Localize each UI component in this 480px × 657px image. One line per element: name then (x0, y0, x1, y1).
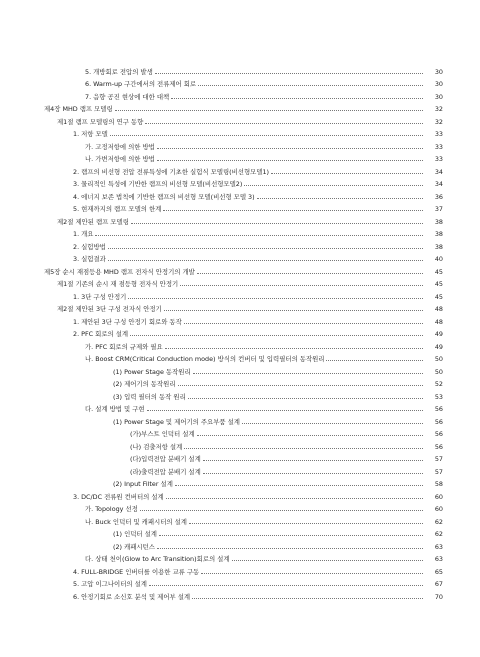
toc-entry[interactable] (0, 313, 480, 326)
toc-entry-page: 32 (434, 105, 443, 113)
toc-entry[interactable] (0, 563, 480, 576)
toc-entry-title: 6. Warm-up 구간에서의 전류제어 회로 (85, 80, 197, 88)
toc-entry-title: 다. 상태 천이(Glow to Arc Transition)회로의 설계 (85, 555, 230, 563)
dot-leader (171, 98, 423, 99)
toc-entry-page: 52 (434, 380, 443, 388)
toc-entry[interactable] (0, 551, 480, 564)
dot-leader (178, 385, 423, 386)
dot-leader (197, 273, 423, 274)
dot-leader (128, 298, 423, 299)
toc-entry[interactable] (0, 188, 480, 201)
toc-entry-page: 48 (434, 317, 443, 326)
dot-leader (157, 160, 423, 161)
dot-leader (110, 135, 423, 136)
dot-leader (140, 510, 423, 511)
toc-entry-title: (1) Power Stage 동작원리 (113, 367, 191, 376)
toc-entry-title: 가. Topology 선정 (85, 505, 138, 513)
toc-entry[interactable] (0, 501, 480, 514)
toc-entry-page: 56 (434, 417, 443, 426)
dot-leader (149, 585, 423, 586)
toc-entry-page: 49 (434, 330, 443, 338)
toc-entry[interactable] (0, 388, 480, 401)
dot-leader (159, 535, 423, 536)
toc-entry-page: 48 (434, 305, 443, 313)
dot-leader (164, 310, 423, 311)
toc-entry[interactable] (0, 226, 480, 239)
toc-entry[interactable] (0, 251, 480, 264)
toc-entry[interactable] (0, 176, 480, 189)
toc-entry-page: 50 (434, 367, 443, 376)
dot-leader (163, 210, 423, 211)
toc-entry-title: 다. 설계 방법 및 구현 (85, 405, 145, 413)
toc-entry[interactable] (0, 263, 480, 276)
toc-entry[interactable] (0, 351, 480, 364)
toc-entry[interactable] (0, 363, 480, 376)
dot-leader (257, 198, 423, 199)
toc-entry-page: 34 (434, 167, 443, 176)
toc-entry-page: 33 (434, 130, 443, 138)
toc-entry-page: 50 (434, 355, 443, 363)
toc-entry-page: 62 (434, 517, 443, 526)
toc-entry-page: 56 (434, 405, 443, 413)
toc-entry-page: 38 (434, 217, 443, 226)
toc-entry[interactable] (0, 201, 480, 214)
toc-entry-page: 57 (434, 467, 443, 476)
toc-entry-title: 제4장 MHD 램프 모델링 (44, 105, 113, 113)
toc-entry-page: 33 (434, 142, 443, 151)
toc-entry-title: 제2절 제안된 3단 구성 전자식 안정기 (57, 305, 162, 313)
toc-entry-title: (나) 검출저항 설계 (130, 442, 183, 451)
dot-leader (115, 110, 423, 111)
toc-entry[interactable] (0, 113, 480, 126)
toc-entry-title: 4. FULL-BRIDGE 인버터를 이용한 교류 구동 (73, 567, 200, 576)
toc-entry[interactable] (0, 488, 480, 501)
toc-entry[interactable] (0, 63, 480, 76)
toc-entry[interactable] (0, 101, 480, 114)
toc-entry-title: 3. 실험결과 (73, 255, 106, 263)
toc-entry-page: 60 (434, 505, 443, 513)
dot-leader (108, 248, 423, 249)
toc-entry-page: 56 (434, 442, 443, 451)
toc-entry-page: 70 (434, 592, 443, 601)
toc-entry-title: 5. 고압 이그나이터의 설계 (73, 580, 147, 588)
toc-entry-title: 6. 안정기회로 소신호 분석 및 제어부 설계 (73, 592, 191, 601)
dot-leader (192, 598, 423, 599)
toc-entry[interactable] (0, 338, 480, 351)
toc-entry[interactable] (0, 426, 480, 439)
toc-entry-page: 32 (434, 117, 443, 126)
dot-leader (180, 285, 423, 286)
toc-entry-title: 5. 현재까지의 램프 모델의 한계 (73, 205, 162, 213)
dot-leader (188, 398, 423, 399)
dot-leader (157, 148, 423, 149)
toc-entry-title: 2. 실험방법 (73, 242, 106, 251)
toc-entry-title: 제1절 기존의 순시 재 점등형 전자식 안정기 (57, 280, 179, 288)
dot-leader (203, 473, 423, 474)
toc-entry-page: 62 (434, 530, 443, 538)
dot-leader (157, 548, 423, 549)
toc-entry-title: 3. DC/DC 전류원 컨버터의 설계 (73, 492, 164, 501)
toc-entry[interactable] (0, 538, 480, 551)
toc-entry-title: 1. 저항 모델 (73, 130, 108, 138)
toc-entry-page: 63 (434, 542, 443, 551)
dot-leader (145, 123, 423, 124)
dot-leader (175, 485, 423, 486)
toc-entry-title: 2. 램프의 비선형 전압 전류특성에 기초한 실험식 모델링(비선형모델1) (73, 167, 270, 176)
toc-entry-title: 제2절 제안된 램프 모델링 (57, 217, 129, 226)
toc-entry-page: 34 (434, 180, 443, 188)
toc-entry[interactable] (0, 276, 480, 289)
dot-leader (184, 323, 423, 324)
dot-leader (193, 373, 423, 374)
toc-entry-title: (2) Input Filter 설계 (113, 480, 173, 488)
toc-entry[interactable] (0, 376, 480, 389)
toc-entry[interactable] (0, 163, 480, 176)
toc-entry-title: 5. 개방회로 전압의 발생 (85, 67, 153, 76)
table-of-contents (0, 63, 480, 601)
dot-leader (326, 360, 423, 361)
toc-entry-page: 45 (434, 292, 443, 301)
dot-leader (147, 410, 423, 411)
toc-entry[interactable] (0, 513, 480, 526)
toc-entry-title: (가)부스트 인덕터 설계 (130, 430, 195, 438)
toc-entry-title: 2. PFC 회로의 설계 (73, 330, 129, 338)
toc-entry[interactable] (0, 451, 480, 464)
dot-leader (232, 560, 424, 561)
dot-leader (130, 335, 423, 336)
dot-leader (244, 185, 423, 186)
toc-entry-page: 36 (434, 192, 443, 201)
toc-entry-page: 45 (434, 267, 443, 276)
toc-entry-page: 60 (434, 492, 443, 501)
toc-entry[interactable] (0, 476, 480, 489)
dot-leader (189, 523, 423, 524)
dot-leader (242, 423, 423, 424)
toc-entry-title: 가. 고정저항에 의한 방법 (85, 142, 155, 151)
toc-entry-page: 45 (434, 280, 443, 288)
toc-entry-title: (1) 인덕터 설계 (113, 530, 157, 538)
toc-entry-page: 38 (434, 230, 443, 238)
toc-entry-title: 제1절 램프 모델링의 연구 동향 (57, 117, 144, 126)
toc-entry[interactable] (0, 76, 480, 89)
dot-leader (95, 235, 423, 236)
dot-leader (166, 498, 423, 499)
toc-entry-title: (2) 제어기의 동작원리 (113, 380, 176, 388)
toc-entry-title: 제5장 순시 재점등용 MHD 램프 전자식 안정기의 개발 (44, 267, 195, 276)
toc-entry-title: 1. 제안된 3단 구성 안정기 회로와 동작 (73, 317, 182, 326)
toc-entry-title: 1. 3단 구성 안정기 (73, 292, 127, 301)
dot-leader (165, 348, 423, 349)
dot-leader (197, 435, 423, 436)
dot-leader (108, 260, 423, 261)
toc-entry-page: 63 (434, 555, 443, 563)
toc-entry-page: 30 (434, 92, 443, 101)
toc-entry-title: (1) Power Stage 및 제어기의 주요부품 설계 (113, 417, 240, 426)
toc-entry-title: 가. PFC 회로의 규제와 필요 (85, 342, 163, 351)
toc-entry-page: 53 (434, 392, 443, 401)
toc-entry[interactable] (0, 588, 480, 601)
toc-entry-page: 58 (434, 480, 443, 488)
toc-entry[interactable] (0, 151, 480, 164)
dot-leader (131, 223, 423, 224)
toc-entry-page: 57 (434, 455, 443, 463)
toc-entry-title: 4. 에너지 보존 법칙에 기반한 램프의 비선형 모델(비선형 모델 3) (73, 192, 255, 201)
toc-entry[interactable] (0, 326, 480, 339)
toc-entry[interactable] (0, 213, 480, 226)
toc-entry-title: 나. 가변저항에 의한 방법 (85, 155, 155, 163)
toc-entry-page: 30 (434, 80, 443, 88)
toc-entry-page: 67 (434, 580, 443, 588)
dot-leader (271, 173, 423, 174)
toc-entry-page: 33 (434, 155, 443, 163)
toc-entry-title: (2) 캐패시턴스 (113, 542, 155, 551)
toc-entry-title: 3. 물리적인 특성에 기반한 램프의 비선형 모델(비선형모델2) (73, 180, 243, 188)
toc-entry-page: 56 (434, 430, 443, 438)
toc-entry[interactable] (0, 288, 480, 301)
toc-entry-title: 나. Boost CRM(Critical Conduction mode) 방식의 컨버터 및 입력필터의 동작원리 (85, 355, 325, 363)
toc-entry[interactable] (0, 301, 480, 314)
toc-entry[interactable] (0, 438, 480, 451)
toc-entry-page: 65 (434, 567, 443, 576)
dot-leader (203, 460, 423, 461)
toc-entry-title: 나. Buck 인덕터 및 캐패시터의 설계 (85, 517, 187, 526)
toc-entry[interactable] (0, 401, 480, 414)
toc-entry[interactable] (0, 576, 480, 589)
dot-leader (198, 85, 423, 86)
toc-entry-page: 40 (434, 255, 443, 263)
toc-entry[interactable] (0, 138, 480, 151)
toc-entry-title: 1. 개요 (73, 230, 94, 238)
toc-entry[interactable] (0, 526, 480, 539)
toc-entry-title: (다)입력전압 분배기 설계 (130, 455, 201, 463)
toc-entry-title: 7. 음향 공진 현상에 대한 대책 (85, 92, 170, 101)
toc-entry[interactable] (0, 413, 480, 426)
toc-entry-page: 30 (434, 67, 443, 76)
toc-entry-title: (라)출력전압 분배기 설계 (130, 467, 201, 476)
toc-entry[interactable] (0, 88, 480, 101)
toc-entry[interactable] (0, 463, 480, 476)
dot-leader (184, 448, 423, 449)
toc-entry-page: 49 (434, 342, 443, 351)
dot-leader (155, 73, 423, 74)
toc-entry-title: (3) 입력 필터의 동작 원리 (113, 392, 186, 401)
toc-entry[interactable] (0, 126, 480, 139)
toc-entry-page: 38 (434, 242, 443, 251)
toc-entry[interactable] (0, 238, 480, 251)
toc-entry-page: 37 (434, 205, 443, 213)
dot-leader (201, 573, 423, 574)
